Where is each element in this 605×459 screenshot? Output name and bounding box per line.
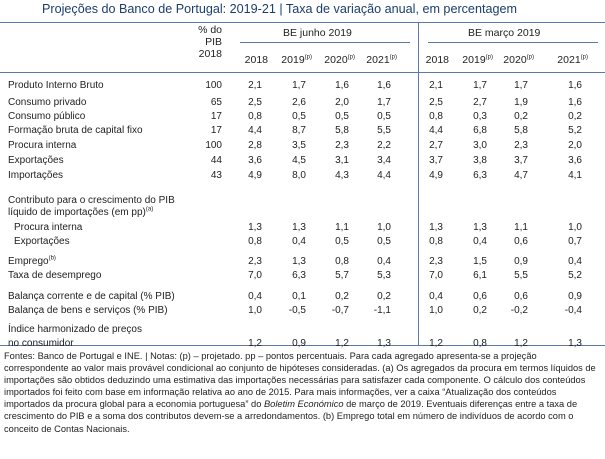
contrib-label-line2 [8,207,153,219]
june-value-cell: 1,2 [248,338,262,349]
march-group-underline [428,42,598,43]
row-label: Exportações [8,155,64,166]
year-label: 2020 [503,54,527,66]
june-value-cell: 3,1 [335,155,349,166]
june-value-cell: 1,0 [377,222,391,233]
weight-cell: 44 [210,155,222,166]
march-value-cell: -0,2 [510,305,528,316]
march-year-2021 [542,54,588,66]
labor-row-label [8,256,56,268]
year-label: 2018 [425,54,449,66]
march-value-cell: 3,7 [514,155,528,166]
june-value-cell: 4,5 [292,155,306,166]
title-separator: | [279,2,283,16]
june-value-cell: 4,4 [377,170,391,181]
march-value-cell: 0,8 [429,111,443,122]
june-year-2020 [309,54,355,66]
june-value-cell: 8,7 [292,125,306,136]
june-value-cell: 2,0 [335,97,349,108]
title-subtitle: Taxa de variação anual, em percentagem [285,2,517,16]
june-value-cell: 7,0 [248,270,262,281]
header-weight-label: 2018 [198,48,222,60]
march-value-cell: 0,7 [568,236,582,247]
june-value-cell: 3,5 [292,140,306,151]
march-value-cell: 6,1 [473,270,487,281]
notes-italic-title: Boletim Económico [263,399,344,410]
june-value-cell: 0,5 [377,236,391,247]
year-label: 2019 [281,54,305,66]
june-value-cell: 6,3 [292,270,306,281]
june-value-cell: 2,3 [335,140,349,151]
march-value-cell: 2,7 [473,97,487,108]
march-value-cell: 0,8 [473,338,487,349]
june-value-cell: 0,8 [248,236,262,247]
march-value-cell: 0,2 [514,111,528,122]
june-value-cell: 8,0 [292,170,306,181]
march-value-cell: 0,2 [473,305,487,316]
june-value-cell: 5,5 [377,125,391,136]
june-value-cell: 1,3 [292,222,306,233]
june-value-cell: 0,1 [292,291,306,302]
march-value-cell: 1,0 [429,305,443,316]
header-group-march: BE março 2019 [468,27,541,39]
june-value-cell: 0,5 [292,111,306,122]
june-value-cell: 0,9 [292,338,306,349]
march-value-cell: 2,1 [429,80,443,91]
june-value-cell: 5,7 [335,270,349,281]
june-value-cell: 2,2 [377,140,391,151]
title-main: Projeções do Banco de Portugal: 2019-21 [42,2,276,16]
contrib-row-label: Procura interna [14,222,83,233]
march-value-cell: 1,5 [473,256,487,267]
year-label: 2021 [366,54,390,66]
march-value-cell: 0,6 [514,236,528,247]
march-value-cell: 1,3 [429,222,443,233]
march-year-2020 [485,54,534,66]
march-year-2018 [403,54,449,66]
june-value-cell: 0,8 [248,111,262,122]
june-value-cell: 2,5 [248,97,262,108]
march-value-cell: 1,7 [514,80,528,91]
hicp-label-line1: Índice harmonizado de preços [8,324,142,335]
march-value-cell: 2,3 [514,140,528,151]
june-value-cell: 0,4 [248,291,262,302]
june-value-cell: 0,5 [335,236,349,247]
header-group-june: BE junho 2019 [283,27,352,39]
march-value-cell: 1,3 [473,222,487,233]
row-label: Consumo privado [8,97,87,108]
june-value-cell: -0,5 [288,305,306,316]
march-value-cell: 5,5 [514,270,528,281]
june-value-cell: 1,2 [335,338,349,349]
june-value-cell: 1,7 [292,80,306,91]
march-value-cell: 0,9 [514,256,528,267]
balance-row-label: Balança corrente e de capital (% PIB) [8,291,175,302]
row-label: Produto Interno Bruto [8,80,104,91]
june-value-cell: 0,4 [377,256,391,267]
june-value-cell: 3,4 [377,155,391,166]
weight-cell: 65 [210,97,222,108]
june-value-cell: 0,5 [335,111,349,122]
march-value-cell: 1,0 [568,222,582,233]
march-value-cell: 5,8 [514,125,528,136]
march-value-cell: 0,9 [568,291,582,302]
june-value-cell: 2,6 [292,97,306,108]
labor-label-text: Emprego [8,256,49,267]
row-label: Consumo público [8,111,86,122]
march-value-cell: 1,6 [568,97,582,108]
march-value-cell: 3,7 [429,155,443,166]
notes-text-2: de março de 2019. Eventuais diferenças entre a taxa de crescimento do PIB e a soma dos contributos devem-se a arredondamentos. (b) Emprego total em número de indivíduos de acordo com o conceito de Contas Nacionais. [4,399,578,434]
header-weight-label: % do [198,24,222,36]
june-value-cell: 1,6 [377,80,391,91]
top-rule [0,22,605,23]
march-value-cell: 4,1 [568,170,582,181]
row-label: Procura interna [8,140,77,151]
march-value-cell: 4,7 [514,170,528,181]
march-value-cell: 5,2 [568,270,582,281]
march-value-cell: 5,2 [568,125,582,136]
header-weight-label: PIB [205,36,222,48]
march-value-cell: 7,0 [429,270,443,281]
header-bottom-rule [0,72,605,73]
june-value-cell: 4,3 [335,170,349,181]
march-value-cell: 1,2 [429,338,443,349]
march-year-2019 [447,54,493,66]
footnote-marker: (a) [145,206,154,213]
march-value-cell: 6,3 [473,170,487,181]
row-label: Formação bruta de capital fixo [8,125,143,136]
contrib-label-line1: Contributo para o crescimento do PIB [8,195,175,206]
june-value-cell: -0,7 [331,305,349,316]
june-value-cell: 1,7 [377,97,391,108]
year-label: 2021 [557,54,581,66]
june-group-underline [240,42,410,43]
june-value-cell: 0,2 [335,291,349,302]
labor-label-text: Taxa de desemprego [8,270,102,281]
notes-text-1: Fontes: Banco de Portugal e INE. | Notas: (p) – projetado. pp – pontos percentuais. Para cada agregado apresenta-se a projeção correspondente ao valor mais provável condicional ao conjunto de hipóteses consideradas. (a) Os agregados da procura em termos líquidos de importações são obtidos deduzindo uma estimativa das importações necessárias para satisfazer cada componente. O cálculo dos conteúdos importados foi feito com base em informação relativa ao ano de 2015. Para mais informações, ver a caixa “Atualização dos conteúdos importados da procura global para a economia portuguesa” do [4,351,596,410]
weight-cell: 17 [210,125,222,136]
june-value-cell: 4,4 [248,125,262,136]
contrib-label-text: líquido de importações (em pp) [8,207,146,218]
june-value-cell: 5,3 [377,270,391,281]
weight-cell: 43 [210,170,222,181]
balance-row-label: Balança de bens e serviços (% PIB) [8,305,168,316]
june-value-cell: 1,6 [335,80,349,91]
contrib-row-label: Exportações [14,236,70,247]
june-value-cell: 0,4 [292,236,306,247]
june-value-cell: 4,9 [248,170,262,181]
june-year-2021 [351,54,397,66]
march-value-cell: 3,6 [568,155,582,166]
march-value-cell: 2,0 [568,140,582,151]
projection-marker: (p) [526,54,534,61]
march-value-cell: 3,8 [473,155,487,166]
march-value-cell: 0,3 [473,111,487,122]
projection-marker: (p) [485,54,493,61]
weight-cell: 100 [205,80,222,91]
june-value-cell: 1,3 [377,338,391,349]
projection-marker: (p) [304,54,312,61]
june-year-2019 [266,54,312,66]
labor-row-label [8,270,101,282]
june-value-cell: 3,6 [248,155,262,166]
march-value-cell: 4,9 [429,170,443,181]
june-value-cell: 1,1 [335,222,349,233]
june-value-cell: 1,3 [248,222,262,233]
march-value-cell: 2,5 [429,97,443,108]
row-label: Importações [8,170,64,181]
june-value-cell: 2,3 [248,256,262,267]
march-value-cell: 0,6 [514,291,528,302]
june-value-cell: 0,2 [377,291,391,302]
june-value-cell: 1,3 [292,256,306,267]
hicp-label-line2: no consumidor [8,338,74,349]
march-value-cell: 6,8 [473,125,487,136]
march-value-cell: 1,9 [514,97,528,108]
march-value-cell: 0,6 [473,291,487,302]
march-value-cell: 1,7 [473,80,487,91]
march-value-cell: 1,1 [514,222,528,233]
june-value-cell: 5,8 [335,125,349,136]
march-value-cell: 1,3 [568,338,582,349]
march-value-cell: 2,7 [429,140,443,151]
projection-marker: (p) [580,54,588,61]
march-value-cell: 1,2 [514,338,528,349]
footnote-marker: (b) [48,255,56,262]
june-value-cell: 1,0 [248,305,262,316]
year-label: 2019 [462,54,486,66]
march-value-cell: 0,4 [568,256,582,267]
june-value-cell: 2,8 [248,140,262,151]
march-value-cell: 0,4 [473,236,487,247]
june-value-cell: -1,1 [373,305,391,316]
march-value-cell: 4,4 [429,125,443,136]
march-value-cell: 2,3 [429,256,443,267]
march-value-cell: 3,0 [473,140,487,151]
year-label: 2020 [324,54,348,66]
june-year-2018 [222,54,268,66]
weight-cell: 17 [210,111,222,122]
table-title [42,2,517,16]
march-value-cell: 0,2 [568,111,582,122]
projection-marker: (p) [389,54,397,61]
table-notes [4,350,602,435]
march-value-cell: 1,6 [568,80,582,91]
june-value-cell: 0,8 [335,256,349,267]
weight-cell: 100 [205,140,222,151]
march-value-cell: -0,4 [564,305,582,316]
march-value-cell: 0,8 [429,236,443,247]
june-value-cell: 2,1 [248,80,262,91]
year-label: 2018 [244,54,268,66]
june-value-cell: 0,5 [377,111,391,122]
march-value-cell: 0,4 [429,291,443,302]
projection-marker: (p) [347,54,355,61]
